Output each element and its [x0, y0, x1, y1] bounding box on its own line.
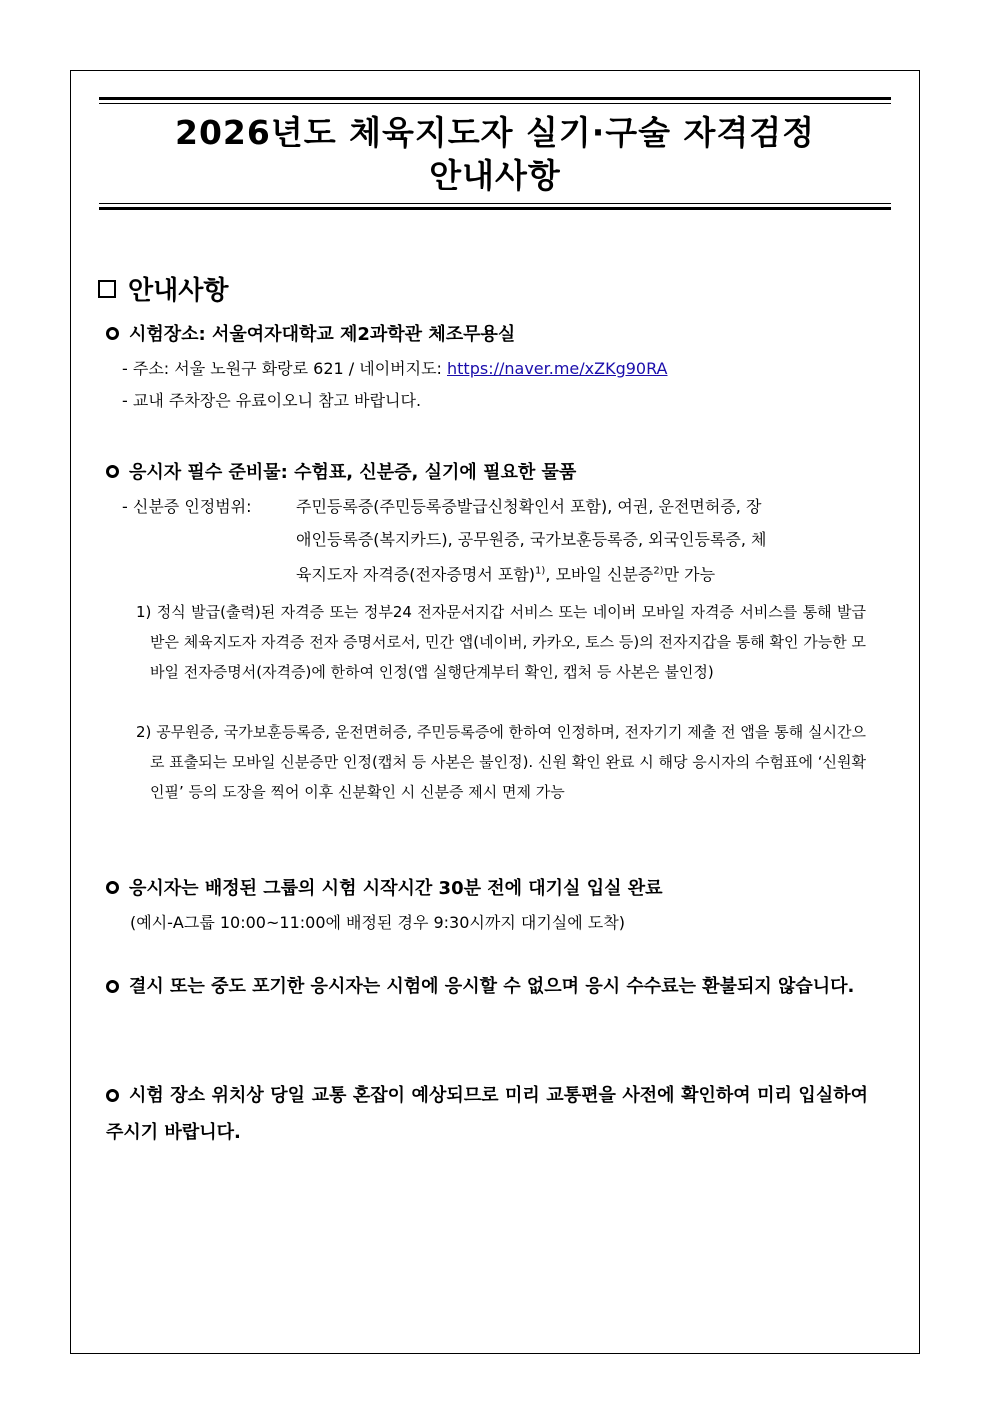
map-link[interactable]: https://naver.me/xZKg90RA [447, 359, 668, 378]
page-title [99, 111, 891, 197]
parking-note: - 교내 주차장은 유료이오니 참고 바랍니다. [122, 391, 422, 410]
arrival-text: 응시자는 배정된 그룹의 시험 시작시간 30분 전에 대기실 입실 완료 [129, 878, 663, 899]
circle-bullet-icon [106, 1089, 119, 1102]
items-text: 응시자 필수 준비물: 수험표, 신분증, 실기에 필요한 물품 [129, 462, 577, 483]
square-icon [98, 280, 116, 298]
refund-text: 결시 또는 중도 포기한 응시자는 시험에 응시할 수 없으며 응시 수수료는 환불되지 않습니다. [129, 976, 855, 997]
id-line-3b: , 모바일 신분증 [545, 565, 654, 584]
circle-bullet-icon [106, 465, 119, 478]
traffic-notice [106, 1077, 868, 1151]
section-heading [98, 270, 228, 307]
page-frame [70, 70, 920, 1354]
venue-address [122, 356, 668, 379]
title-rule-top [99, 97, 891, 100]
title-rule-bottom [99, 207, 891, 210]
items-bullet [106, 458, 576, 484]
id-line-3a: 육지도자 자격증(전자증명서 포함) [296, 565, 536, 584]
footnote-ref-1: 1) [535, 565, 546, 577]
title-rule-top-thin [99, 103, 891, 104]
footnote-ref-2: 2) [653, 565, 664, 577]
id-scope-line-3 [296, 562, 715, 585]
circle-bullet-icon [106, 327, 119, 340]
address-text: - 주소: 서울 노원구 화랑로 621 / 네이버지도: [122, 359, 448, 378]
footnote-2: 2) 공무원증, 국가보훈등록증, 운전면허증, 주민등록증에 한하여 인정하며, 전자기기 제출 전 앱을 통해 실시간으로 표출되는 모바일 신분증만 인정(캡처 등 사본은 불인정). 신원 확인 완료 시 해당 응시자의 수험표에 ‘신원확인필’ 등의 도장을 찍어 이후 신분확인 시 신분증 제시 면제 가능 [136, 723, 866, 801]
footnote-1: 1) 정식 발급(출력)된 자격증 또는 정부24 전자문서지갑 서비스 또는 네이버 모바일 자격증 서비스를 통해 발급받은 체육지도자 자격증 전자 증명서로서, 민간 앱(네이버, 카카오, 토스 등)의 전자지갑을 통해 확인 가능한 모바일 전자증명서(자격증)에 한하여 인정(앱 실행단계부터 확인, 캡처 등 사본은 불인정) [136, 603, 866, 681]
title-rule-bottom-thin [99, 203, 891, 204]
id-line-3c: 만 가능 [663, 565, 716, 584]
venue-bullet [106, 320, 515, 346]
refund-notice [106, 968, 868, 1005]
id-scope-line-2: 애인등록증(복지카드), 공무원증, 국가보훈등록증, 외국인등록증, 체 [296, 530, 767, 549]
arrival-example: (예시-A그룹 10:00~11:00에 배정된 경우 9:30시까지 대기실에 도착) [130, 913, 625, 932]
title-box [99, 97, 891, 211]
traffic-text: 시험 장소 위치상 당일 교통 혼잡이 예상되므로 미리 교통편을 사전에 확인하여 미리 입실하여 주시기 바랍니다. [106, 1085, 868, 1143]
arrival-bullet [106, 874, 663, 900]
section-heading-label: 안내사항 [128, 276, 229, 306]
id-scope-line-1: 주민등록증(주민등록증발급신청확인서 포함), 여권, 운전면허증, 장 [296, 497, 762, 516]
title-line-2: 안내사항 [429, 156, 561, 195]
circle-bullet-icon [106, 980, 119, 993]
title-line-1: 2026년도 체육지도자 실기·구술 자격검정 [174, 113, 816, 152]
id-scope-label: - 신분증 인정범위: [122, 497, 252, 516]
circle-bullet-icon [106, 881, 119, 894]
venue-text: 시험장소: 서울여자대학교 제2과학관 체조무용실 [129, 324, 516, 345]
